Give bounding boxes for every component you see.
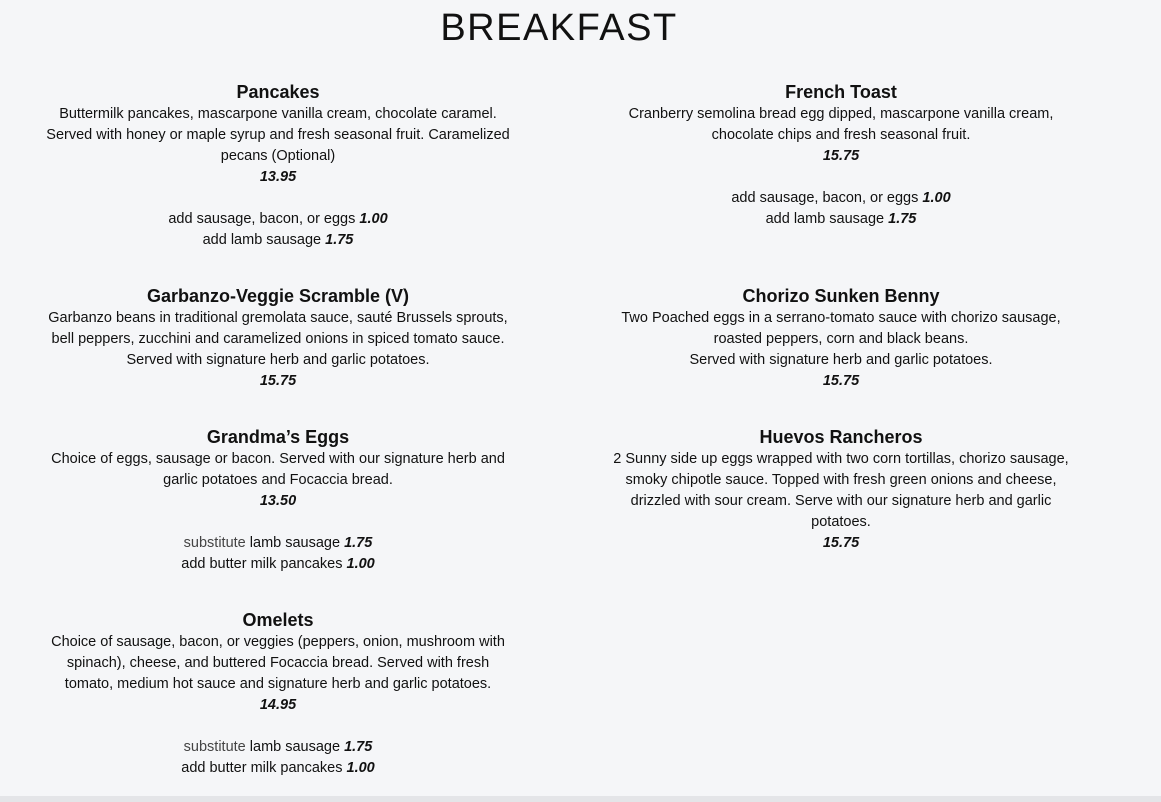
addon-text: add butter milk pancakes	[181, 760, 343, 776]
item-description-line: roasted peppers, corn and black beans.	[713, 331, 969, 347]
item-price: 15.75	[822, 373, 860, 389]
item-name: Garbanzo-Veggie Scramble (V)	[146, 286, 410, 306]
addon-text: lamb sausage	[245, 739, 341, 755]
item-description-line: drizzled with sour cream. Serve with our signature herb and garlic	[630, 493, 1052, 509]
item-description-line: spinach), cheese, and buttered Focaccia bread. Served with fresh	[66, 655, 490, 671]
item-name: Huevos Rancheros	[759, 427, 923, 447]
addon-line	[38, 758, 518, 779]
item-price: 15.75	[259, 373, 297, 389]
item-description-line: potatoes.	[811, 514, 871, 530]
addon-prefix: substitute	[183, 739, 246, 755]
menu-item-grandmas-eggs	[38, 425, 518, 575]
addon-price: 1.00	[346, 760, 375, 776]
addon-price: 1.00	[359, 211, 388, 227]
menu-item-chorizo-benny	[601, 284, 1081, 392]
item-description-line: tomato, medium hot sauce and signature herb and garlic potatoes.	[64, 676, 492, 692]
addon-text: add sausage, bacon, or eggs	[168, 211, 356, 227]
addon-price: 1.75	[344, 739, 373, 755]
addon-line	[601, 209, 1081, 230]
item-description-line: Two Poached eggs in a serrano-tomato sauce with chorizo sausage,	[621, 310, 1061, 326]
addon-price: 1.75	[888, 211, 917, 227]
addon-text: add lamb sausage	[202, 232, 322, 248]
item-description-line: Served with honey or maple syrup and fresh seasonal fruit. Caramelized	[46, 127, 510, 143]
addon-text: add sausage, bacon, or eggs	[731, 190, 919, 206]
menu-item-omelets	[38, 608, 518, 779]
menu-item-french-toast	[601, 80, 1081, 230]
addon-prefix: substitute	[183, 535, 246, 551]
addon-line	[38, 230, 518, 251]
item-name: Grandma’s Eggs	[206, 427, 350, 447]
addon-line	[38, 209, 518, 230]
item-price: 15.75	[822, 148, 860, 164]
addon-list	[38, 533, 518, 575]
addon-price: 1.75	[344, 535, 373, 551]
item-name: French Toast	[785, 82, 897, 102]
addon-price: 1.00	[346, 556, 375, 572]
item-price: 15.75	[822, 535, 860, 551]
addon-text: add butter milk pancakes	[181, 556, 343, 572]
menu-item-pancakes	[38, 80, 518, 251]
addon-text: lamb sausage	[245, 535, 341, 551]
addon-list	[38, 209, 518, 251]
addon-list	[601, 188, 1081, 230]
item-description-line: Buttermilk pancakes, mascarpone vanilla cream, chocolate caramel.	[59, 106, 497, 122]
item-name: Pancakes	[236, 82, 320, 102]
item-price: 14.95	[259, 697, 297, 713]
addon-price: 1.00	[922, 190, 951, 206]
item-description-line: Garbanzo beans in traditional gremolata sauce, sauté Brussels sprouts,	[48, 310, 508, 326]
item-description-line: 2 Sunny side up eggs wrapped with two corn tortillas, chorizo sausage,	[613, 451, 1069, 467]
addon-price: 1.75	[325, 232, 354, 248]
addon-list	[38, 737, 518, 779]
item-name: Omelets	[242, 610, 314, 630]
item-description-line: bell peppers, zucchini and caramelized onions in spiced tomato sauce.	[51, 331, 505, 347]
item-description-line: Cranberry semolina bread egg dipped, mascarpone vanilla cream,	[628, 106, 1054, 122]
item-name: Chorizo Sunken Benny	[742, 286, 940, 306]
addon-line	[601, 188, 1081, 209]
addon-line	[38, 533, 518, 554]
item-description-line: Served with signature herb and garlic potatoes.	[126, 352, 430, 368]
item-description-line: Choice of sausage, bacon, or veggies (peppers, onion, mushroom with	[51, 634, 505, 650]
item-description-line: garlic potatoes and Focaccia bread.	[163, 472, 393, 488]
addon-line	[38, 737, 518, 758]
item-description-line: chocolate chips and fresh seasonal fruit.	[711, 127, 971, 143]
item-description-line: smoky chipotle sauce. Topped with fresh green onions and cheese,	[625, 472, 1057, 488]
item-description-line: Served with signature herb and garlic potatoes.	[689, 352, 993, 368]
addon-text: add lamb sausage	[765, 211, 885, 227]
addon-line	[38, 554, 518, 575]
item-description-line: pecans (Optional)	[220, 148, 336, 164]
item-description-line: Choice of eggs, sausage or bacon. Served with our signature herb and	[51, 451, 505, 467]
menu-item-garbanzo-scramble	[38, 284, 518, 392]
bottom-divider	[0, 796, 1161, 802]
item-price: 13.50	[259, 493, 297, 509]
menu-heading: BREAKFAST	[440, 7, 678, 49]
menu-item-huevos-rancheros	[601, 425, 1081, 554]
item-price: 13.95	[259, 169, 297, 185]
